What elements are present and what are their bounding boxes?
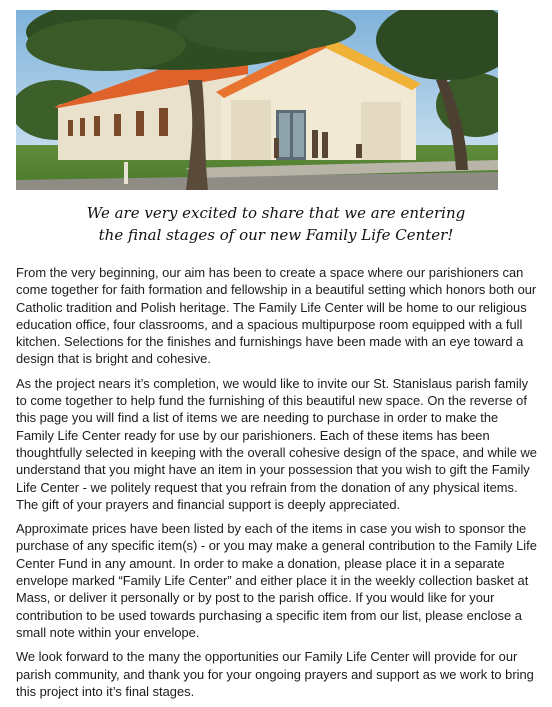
headline [16, 202, 536, 246]
paragraph-closing: We look forward to the many the opportunities our Family Life Center will provide for our parish community, and thank you for your ongoing prayers and support as we work to bring this project into it’s final stages. [16, 649, 534, 699]
letter-body [16, 264, 538, 707]
paragraph-invitation: As the project nears it’s completion, we would like to invite our St. Stanislaus parish family to come together to help fund the furnishing of this beautiful new space. On the reverse of this page you will find a list of items we are needing to purchase in order to make the Family Life Center ready for use by our parishioners. Each of these items has been thoughtfully selected in keeping with the overall cohesive design of the space, and while we understand that you might have an item in your possession that you wish to gift the Family Life Center - we politely request that you refrain from the donation of any physical items. The gift of your prayers and financial support is deeply appreciated. [16, 375, 537, 512]
headline-line-2: the final stages of our new Family Life Center! [98, 226, 454, 244]
paragraph-donation-instructions: Approximate prices have been listed by each of the items in case you wish to sponsor the purchase of any specific item(s) - or you may make a general contribution to the Family Life Center Fund in any amount. In order to make a donation, please place it in a separate envelope marked “Family Life Center” and either place it in the weekly collection basket at Mass, or deliver it personally or by post to the parish office. If you would like for your contribution to be used towards purchasing a specific item from our list, please enclose a small note within your envelope. [16, 521, 537, 640]
headline-line-1: We are very excited to share that we are entering [86, 204, 466, 222]
family-life-center-photo [16, 10, 498, 190]
paragraph-intro: From the very beginning, our aim has been to create a space where our parishioners can come together for faith formation and fellowship in a beautiful setting which honors both our Catholic tradition and Polish heritage. The Family Life Center will be home to our religious education office, four classrooms, and a spacious multipurpose room equipped with a full kitchen. Selections for the finishes and furnishings have been made with an eye toward a design that is bright and cohesive. [16, 265, 537, 367]
